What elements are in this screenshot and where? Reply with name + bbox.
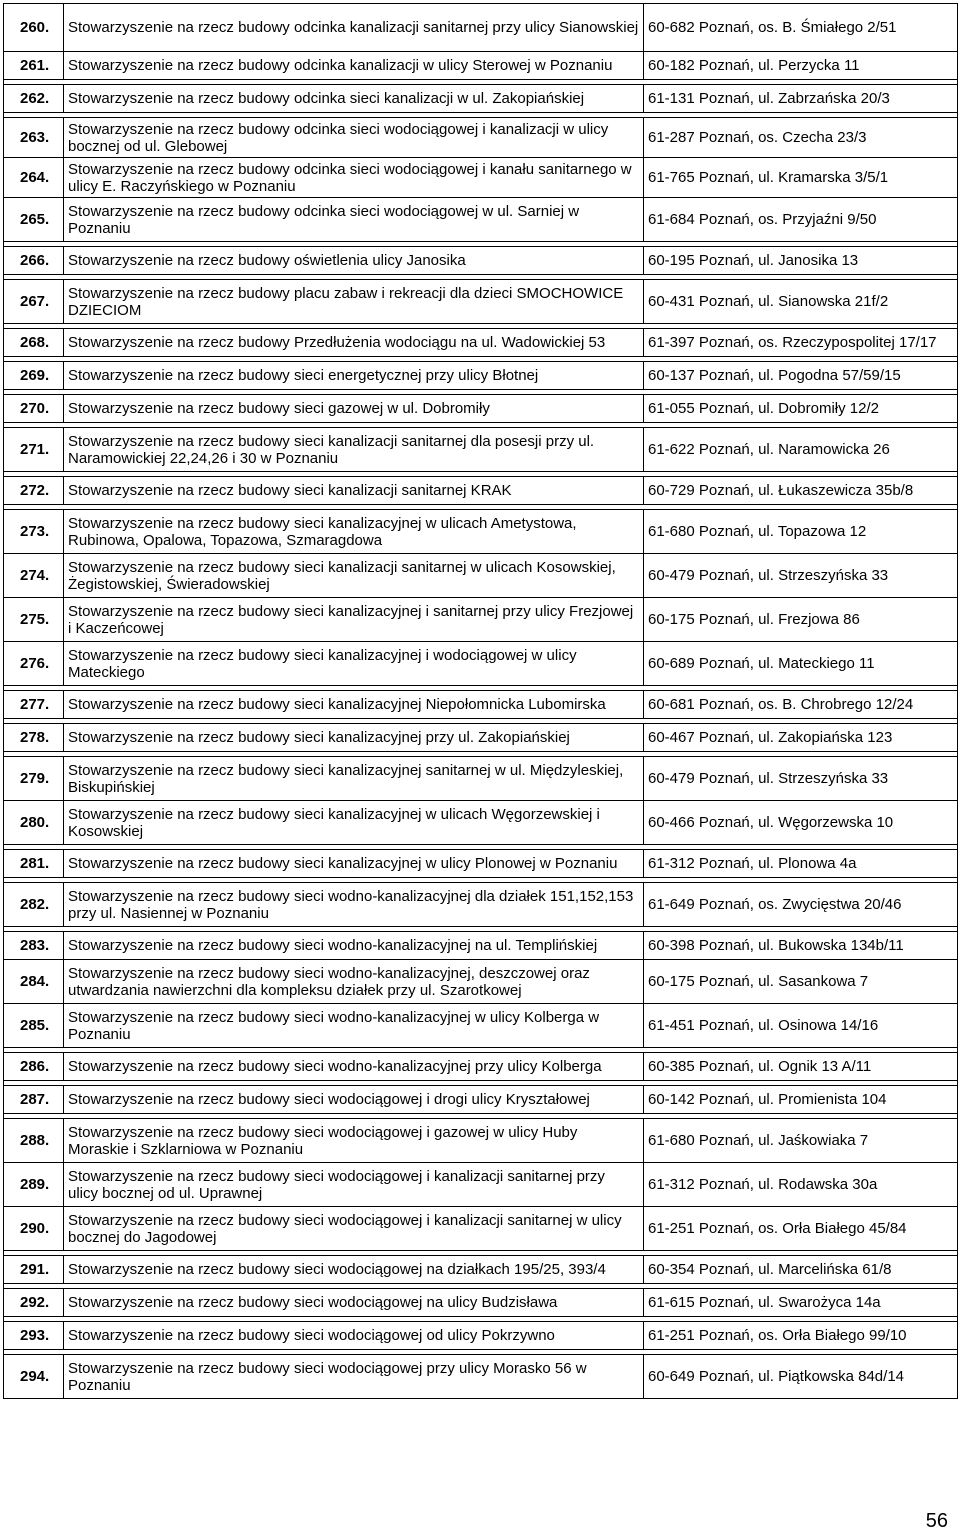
entry-number: 285. <box>4 1004 64 1048</box>
association-address: 60-175 Poznań, ul. Sasankowa 7 <box>644 960 958 1004</box>
association-name: Stowarzyszenie na rzecz budowy sieci wodociągowej i drogi ulicy Kryształowej <box>64 1086 644 1114</box>
association-name: Stowarzyszenie na rzecz budowy odcinka sieci kanalizacji w ul. Zakopiańskiej <box>64 85 644 113</box>
association-name: Stowarzyszenie na rzecz budowy sieci gazowej w ul. Dobromiły <box>64 395 644 423</box>
association-register-table <box>3 3 958 1399</box>
association-name: Stowarzyszenie na rzecz budowy odcinka sieci wodociągowej i kanału sanitarnego w ulicy E. Raczyńskiego w Poznaniu <box>64 158 644 198</box>
register-row <box>4 510 958 554</box>
association-name: Stowarzyszenie na rzecz budowy oświetlenia ulicy Janosika <box>64 247 644 275</box>
register-row <box>4 329 958 357</box>
association-address: 60-681 Poznań, os. B. Chrobrego 12/24 <box>644 691 958 719</box>
association-name: Stowarzyszenie na rzecz budowy sieci kanalizacyjnej Niepołomnicka Lubomirska <box>64 691 644 719</box>
association-name: Stowarzyszenie na rzecz budowy sieci wodociągowej i gazowej w ulicy Huby Moraskie i Szklarniowa w Poznaniu <box>64 1119 644 1163</box>
association-address: 61-649 Poznań, os. Zwycięstwa 20/46 <box>644 883 958 927</box>
association-address: 61-397 Poznań, os. Rzeczypospolitej 17/17 <box>644 329 958 357</box>
register-row <box>4 1053 958 1081</box>
association-address: 60-195 Poznań, ul. Janosika 13 <box>644 247 958 275</box>
association-address: 60-479 Poznań, ul. Strzeszyńska 33 <box>644 757 958 801</box>
association-address: 61-312 Poznań, ul. Rodawska 30a <box>644 1163 958 1207</box>
association-name: Stowarzyszenie na rzecz budowy sieci kanalizacyjnej w ulicach Ametystowa, Rubinowa, Opalowa, Topazowa, Szmaragdowa <box>64 510 644 554</box>
association-name: Stowarzyszenie na rzecz budowy sieci wodociągowej na działkach 195/25, 393/4 <box>64 1256 644 1284</box>
entry-number: 280. <box>4 801 64 845</box>
register-row <box>4 960 958 1004</box>
entry-number: 265. <box>4 198 64 242</box>
association-address: 60-649 Poznań, ul. Piątkowska 84d/14 <box>644 1355 958 1399</box>
association-address: 60-175 Poznań, ul. Frezjowa 86 <box>644 598 958 642</box>
association-name: Stowarzyszenie na rzecz budowy sieci energetycznej przy ulicy Błotnej <box>64 362 644 390</box>
association-name: Stowarzyszenie na rzecz budowy sieci wodno-kanalizacyjnej dla działek 151,152,153 przy ul. Nasiennej w Poznaniu <box>64 883 644 927</box>
register-row <box>4 1004 958 1048</box>
entry-number: 286. <box>4 1053 64 1081</box>
association-address: 61-251 Poznań, os. Orła Białego 99/10 <box>644 1322 958 1350</box>
register-row <box>4 883 958 927</box>
entry-number: 261. <box>4 52 64 80</box>
association-address: 61-622 Poznań, ul. Naramowicka 26 <box>644 428 958 472</box>
register-row <box>4 362 958 390</box>
association-address: 61-680 Poznań, ul. Jaśkowiaka 7 <box>644 1119 958 1163</box>
entry-number: 264. <box>4 158 64 198</box>
entry-number: 287. <box>4 1086 64 1114</box>
register-row <box>4 395 958 423</box>
register-row <box>4 598 958 642</box>
entry-number: 276. <box>4 642 64 686</box>
entry-number: 268. <box>4 329 64 357</box>
association-name: Stowarzyszenie na rzecz budowy sieci wodno-kanalizacyjnej w ulicy Kolberga w Poznaniu <box>64 1004 644 1048</box>
entry-number: 263. <box>4 118 64 158</box>
association-name: Stowarzyszenie na rzecz budowy odcinka sieci wodociągowej w ul. Sarniej w Poznaniu <box>64 198 644 242</box>
association-name: Stowarzyszenie na rzecz budowy odcinka kanalizacji sanitarnej przy ulicy Sianowskiej <box>64 4 644 52</box>
entry-number: 281. <box>4 850 64 878</box>
register-row <box>4 1256 958 1284</box>
association-address: 60-142 Poznań, ul. Promienista 104 <box>644 1086 958 1114</box>
association-address: 61-131 Poznań, ul. Zabrzańska 20/3 <box>644 85 958 113</box>
association-name: Stowarzyszenie na rzecz budowy sieci kanalizacyjnej w ulicy Plonowej w Poznaniu <box>64 850 644 878</box>
association-name: Stowarzyszenie na rzecz budowy sieci wodociągowej od ulicy Pokrzywno <box>64 1322 644 1350</box>
register-row <box>4 1163 958 1207</box>
register-row <box>4 158 958 198</box>
register-row <box>4 85 958 113</box>
entry-number: 278. <box>4 724 64 752</box>
register-row <box>4 932 958 960</box>
register-row <box>4 1322 958 1350</box>
register-row <box>4 801 958 845</box>
association-address: 60-689 Poznań, ul. Mateckiego 11 <box>644 642 958 686</box>
entry-number: 275. <box>4 598 64 642</box>
entry-number: 269. <box>4 362 64 390</box>
register-row <box>4 850 958 878</box>
page-number: 56 <box>925 1510 948 1532</box>
register-row <box>4 554 958 598</box>
entry-number: 272. <box>4 477 64 505</box>
register-row <box>4 4 958 52</box>
entry-number: 260. <box>4 4 64 52</box>
entry-number: 267. <box>4 280 64 324</box>
association-address: 60-182 Poznań, ul. Perzycka 11 <box>644 52 958 80</box>
entry-number: 290. <box>4 1207 64 1251</box>
association-name: Stowarzyszenie na rzecz budowy odcinka kanalizacji w ulicy Sterowej w Poznaniu <box>64 52 644 80</box>
register-row <box>4 1355 958 1399</box>
association-name: Stowarzyszenie na rzecz budowy sieci wodociągowej i kanalizacji sanitarnej w ulicy bocznej do Jagodowej <box>64 1207 644 1251</box>
entry-number: 289. <box>4 1163 64 1207</box>
association-address: 60-398 Poznań, ul. Bukowska 134b/11 <box>644 932 958 960</box>
association-name: Stowarzyszenie na rzecz budowy sieci kanalizacji sanitarnej dla posesji przy ul. Naramowickiej 22,24,26 i 30 w Poznaniu <box>64 428 644 472</box>
association-name: Stowarzyszenie na rzecz budowy sieci kanalizacyjnej w ulicach Węgorzewskiej i Kosowskiej <box>64 801 644 845</box>
entry-number: 271. <box>4 428 64 472</box>
association-name: Stowarzyszenie na rzecz budowy Przedłużenia wodociągu na ul. Wadowickiej 53 <box>64 329 644 357</box>
association-name: Stowarzyszenie na rzecz budowy odcinka sieci wodociągowej i kanalizacji w ulicy bocznej od ul. Glebowej <box>64 118 644 158</box>
association-address: 61-684 Poznań, os. Przyjaźni 9/50 <box>644 198 958 242</box>
association-address: 61-615 Poznań, ul. Swarożyca 14a <box>644 1289 958 1317</box>
entry-number: 291. <box>4 1256 64 1284</box>
entry-number: 294. <box>4 1355 64 1399</box>
register-row <box>4 691 958 719</box>
entry-number: 292. <box>4 1289 64 1317</box>
association-name: Stowarzyszenie na rzecz budowy sieci kanalizacji sanitarnej w ulicach Kosowskiej, Żegistowskiej, Świeradowskiej <box>64 554 644 598</box>
association-address: 60-729 Poznań, ul. Łukaszewicza 35b/8 <box>644 477 958 505</box>
entry-number: 262. <box>4 85 64 113</box>
entry-number: 284. <box>4 960 64 1004</box>
register-row <box>4 280 958 324</box>
association-name: Stowarzyszenie na rzecz budowy sieci kanalizacyjnej i sanitarnej przy ulicy Frezjowej i Kaczeńcowej <box>64 598 644 642</box>
association-address: 61-287 Poznań, os. Czecha 23/3 <box>644 118 958 158</box>
entry-number: 277. <box>4 691 64 719</box>
entry-number: 266. <box>4 247 64 275</box>
entry-number: 279. <box>4 757 64 801</box>
register-row <box>4 642 958 686</box>
entry-number: 282. <box>4 883 64 927</box>
register-row <box>4 1119 958 1163</box>
association-address: 60-466 Poznań, ul. Węgorzewska 10 <box>644 801 958 845</box>
entry-number: 273. <box>4 510 64 554</box>
association-name: Stowarzyszenie na rzecz budowy sieci wodociągowej i kanalizacji sanitarnej przy ulicy bocznej od ul. Uprawnej <box>64 1163 644 1207</box>
register-row <box>4 1289 958 1317</box>
association-address: 60-137 Poznań, ul. Pogodna 57/59/15 <box>644 362 958 390</box>
register-row <box>4 247 958 275</box>
register-row <box>4 118 958 158</box>
register-body <box>4 4 958 1399</box>
register-row <box>4 52 958 80</box>
entry-number: 288. <box>4 1119 64 1163</box>
association-name: Stowarzyszenie na rzecz budowy placu zabaw i rekreacji dla dzieci SMOCHOWICE DZIECIOM <box>64 280 644 324</box>
register-row <box>4 757 958 801</box>
association-address: 60-354 Poznań, ul. Marcelińska 61/8 <box>644 1256 958 1284</box>
association-address: 60-479 Poznań, ul. Strzeszyńska 33 <box>644 554 958 598</box>
association-address: 61-055 Poznań, ul. Dobromiły 12/2 <box>644 395 958 423</box>
association-address: 60-385 Poznań, ul. Ognik 13 A/11 <box>644 1053 958 1081</box>
association-address: 61-312 Poznań, ul. Plonowa 4a <box>644 850 958 878</box>
association-name: Stowarzyszenie na rzecz budowy sieci wodociągowej przy ulicy Morasko 56 w Poznaniu <box>64 1355 644 1399</box>
register-row <box>4 477 958 505</box>
entry-number: 274. <box>4 554 64 598</box>
association-address: 61-451 Poznań, ul. Osinowa 14/16 <box>644 1004 958 1048</box>
association-name: Stowarzyszenie na rzecz budowy sieci kanalizacji sanitarnej KRAK <box>64 477 644 505</box>
register-row <box>4 198 958 242</box>
register-row <box>4 724 958 752</box>
association-name: Stowarzyszenie na rzecz budowy sieci wodno-kanalizacyjnej przy ulicy Kolberga <box>64 1053 644 1081</box>
association-address: 60-467 Poznań, ul. Zakopiańska 123 <box>644 724 958 752</box>
entry-number: 283. <box>4 932 64 960</box>
association-address: 61-251 Poznań, os. Orła Białego 45/84 <box>644 1207 958 1251</box>
association-name: Stowarzyszenie na rzecz budowy sieci wodno-kanalizacyjnej, deszczowej oraz utwardzania nawierzchni dla kompleksu działek przy ul. Szarotkowej <box>64 960 644 1004</box>
association-name: Stowarzyszenie na rzecz budowy sieci kanalizacyjnej i wodociągowej w ulicy Mateckiego <box>64 642 644 686</box>
association-name: Stowarzyszenie na rzecz budowy sieci wodno-kanalizacyjnej na ul. Templińskiej <box>64 932 644 960</box>
association-name: Stowarzyszenie na rzecz budowy sieci kanalizacyjnej sanitarnej w ul. Międzyleskiej, Biskupińskiej <box>64 757 644 801</box>
association-name: Stowarzyszenie na rzecz budowy sieci kanalizacyjnej przy ul. Zakopiańskiej <box>64 724 644 752</box>
association-address: 60-682 Poznań, os. B. Śmiałego 2/51 <box>644 4 958 52</box>
association-address: 61-765 Poznań, ul. Kramarska 3/5/1 <box>644 158 958 198</box>
entry-number: 270. <box>4 395 64 423</box>
register-row <box>4 1086 958 1114</box>
association-address: 60-431 Poznań, ul. Sianowska 21f/2 <box>644 280 958 324</box>
register-row <box>4 428 958 472</box>
association-name: Stowarzyszenie na rzecz budowy sieci wodociągowej na ulicy Budzisława <box>64 1289 644 1317</box>
association-address: 61-680 Poznań, ul. Topazowa 12 <box>644 510 958 554</box>
entry-number: 293. <box>4 1322 64 1350</box>
register-row <box>4 1207 958 1251</box>
